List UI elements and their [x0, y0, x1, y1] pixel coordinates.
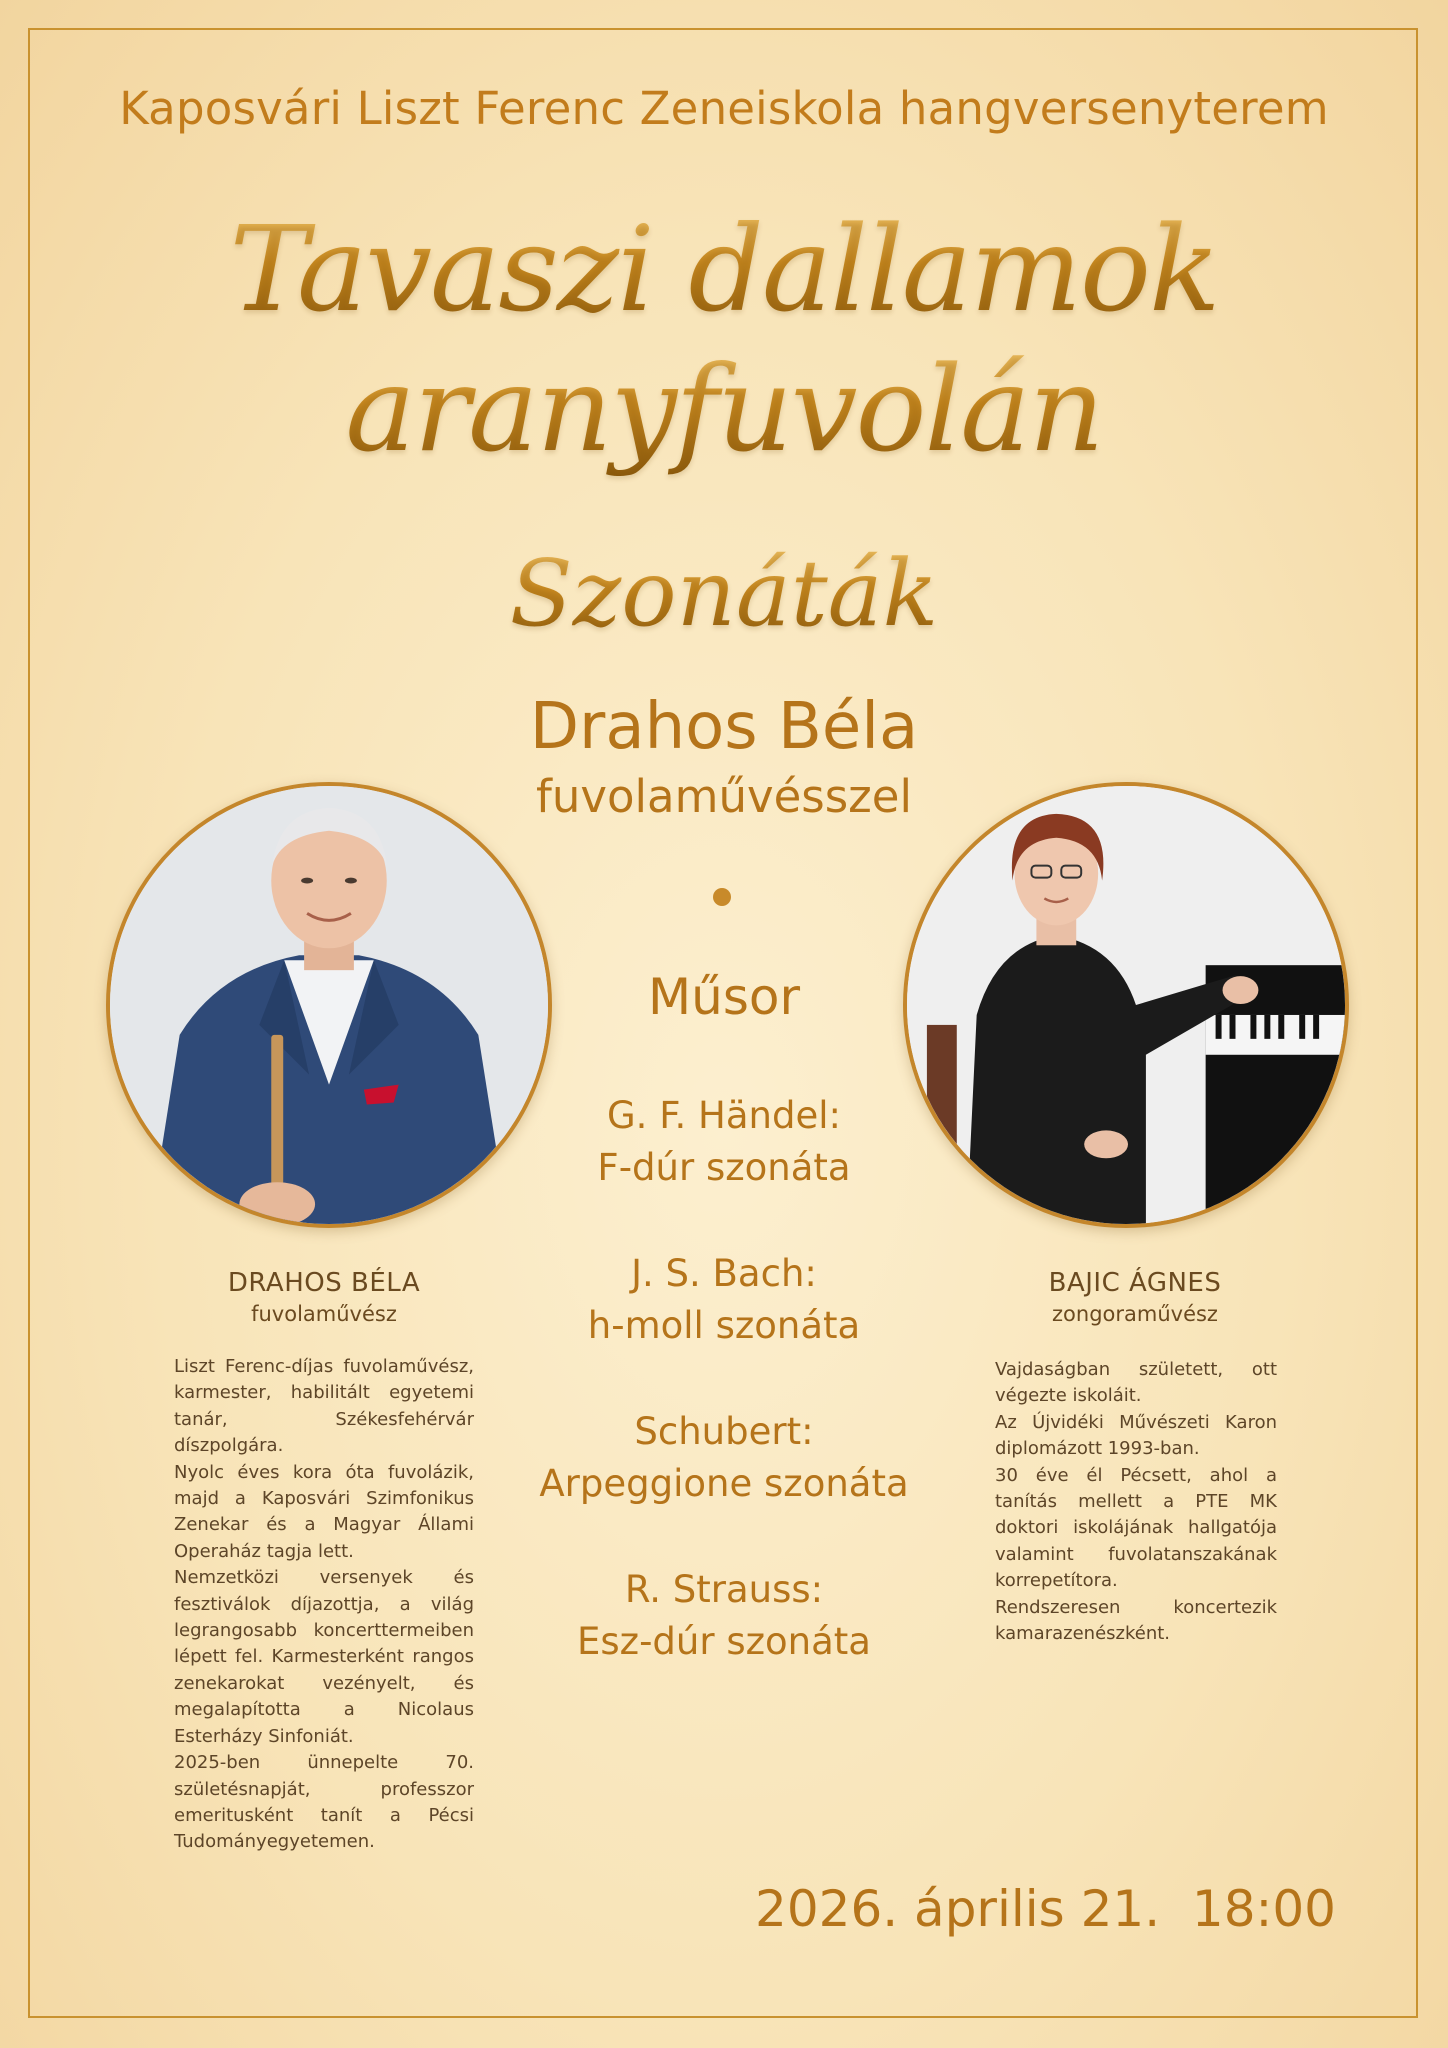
title-line-1: Tavaszi dallamok	[0, 200, 1448, 338]
flutist-portrait-illustration	[110, 786, 548, 1224]
right-artist-name: BAJIC ÁGNES	[1048, 1268, 1222, 1298]
program-composer: R. Strauss:	[624, 1568, 824, 1611]
program-work: Arpeggione szonáta	[539, 1462, 909, 1505]
program-item	[474, 1406, 974, 1564]
bio-paragraph: Az Újvidéki Művészeti Karon diplomázott 1993-ban.	[995, 1411, 1277, 1460]
right-artist-role: zongoraművész	[1052, 1302, 1218, 1326]
program-work: h-moll szonáta	[587, 1304, 861, 1347]
separator-dot	[713, 888, 731, 906]
program-item	[474, 1090, 974, 1248]
program-item	[474, 1564, 974, 1722]
program-work: Esz-dúr szonáta	[577, 1620, 871, 1663]
bio-paragraph: Nemzetközi versenyek és fesztiválok díjazottja, a világ legrangosabb koncerttermeiben lépett fel. Karmesterként rangos zenekarokat vezényelt, és megalapította a Nicolaus Esterházy Sinfoniát.	[174, 1567, 474, 1747]
event-date-time: 2026. április 21. 18:00	[755, 1880, 1336, 1938]
featured-performer-name: Drahos Béla	[529, 690, 919, 764]
pianist-portrait-photo	[903, 782, 1349, 1228]
title-line-2: aranyfuvolán	[0, 340, 1448, 478]
program-composer: J. S. Bach:	[631, 1252, 817, 1295]
pianist-portrait-illustration	[907, 786, 1345, 1224]
program-work: F-dúr szonáta	[597, 1146, 851, 1189]
program-heading: Műsor	[647, 968, 801, 1026]
subtitle: Szonáták	[0, 540, 1448, 647]
left-artist-name: DRAHOS BÉLA	[227, 1268, 421, 1298]
bio-paragraph: Nyolc éves kora óta fuvolázik, majd a Kaposvári Szimfonikus Zenekar és a Magyar Állami Operaház tagja lett.	[174, 1461, 474, 1562]
right-artist-bio	[995, 1357, 1277, 1647]
featured-performer-role: fuvolaművésszel	[536, 770, 912, 823]
program-composer: Schubert:	[634, 1410, 814, 1453]
program-item	[474, 1248, 974, 1406]
left-artist-role: fuvolaművész	[251, 1302, 397, 1326]
program-list	[474, 1090, 974, 1722]
bio-paragraph: Liszt Ferenc-díjas fuvolaművész, karmester, habilitált egyetemi tanár, Székesfehérvár díszpolgára.	[174, 1356, 474, 1457]
program-composer: G. F. Händel:	[607, 1094, 841, 1137]
bio-paragraph: Vajdaságban született, ott végezte iskoláit.	[995, 1359, 1277, 1407]
bio-paragraph: 2025-ben ünnepelte 70. születésnapját, professzor emeritusként tanít a Pécsi Tudományegyetemen.	[174, 1752, 474, 1853]
flutist-portrait-photo	[106, 782, 552, 1228]
bio-paragraph: Rendszeresen koncertezik kamarazenészként.	[995, 1596, 1277, 1645]
venue-heading: Kaposvári Liszt Ferenc Zeneiskola hangversenyterem	[119, 82, 1329, 135]
bio-paragraph: 30 éve él Pécsett, ahol a tanítás mellett a PTE MK doktori iskolájának hallgatója valamint fuvolatanszakának korrepetítora.	[995, 1464, 1277, 1592]
left-artist-bio	[174, 1354, 474, 1856]
